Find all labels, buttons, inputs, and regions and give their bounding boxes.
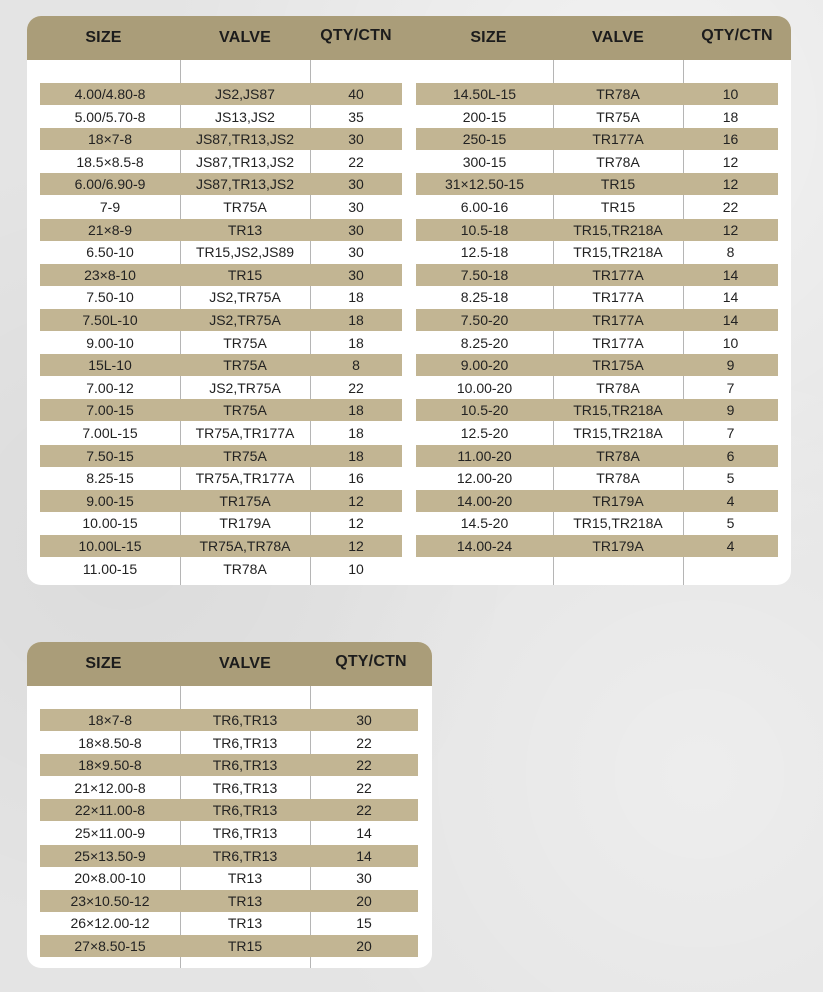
- size-cell: 26×12.00-12: [70, 915, 150, 932]
- qty-cell: 7: [726, 379, 735, 396]
- size-cell: 7.50-15: [86, 447, 134, 464]
- valve-cell: TR6,TR13: [212, 825, 278, 841]
- qty-cell: 5: [726, 515, 735, 532]
- size-cell: 20×8.00-10: [74, 870, 146, 887]
- header-size: SIZE: [85, 29, 122, 46]
- size-cell: 7.50L-10: [82, 312, 138, 328]
- qty-cell: 10: [722, 86, 739, 102]
- size-cell: 10.00L-15: [78, 538, 142, 554]
- qty-cell: 14: [356, 825, 372, 841]
- valve-cell: TR177A: [592, 266, 644, 283]
- size-cell: 8.25-15: [86, 470, 134, 487]
- qty-cell: 18: [348, 312, 364, 328]
- valve-cell: TR6,TR13: [212, 802, 278, 819]
- valve-cell: JS87,TR13,JS2: [195, 131, 295, 148]
- qty-cell: 18: [722, 108, 739, 125]
- size-cell: 23×10.50-12: [70, 892, 150, 909]
- qty-cell: 10: [348, 560, 364, 577]
- qty-cell: 12: [722, 176, 739, 193]
- qty-cell: 8: [726, 244, 735, 261]
- valve-cell: TR75A: [596, 108, 640, 125]
- size-cell: 18×9.50-8: [78, 757, 142, 774]
- header-size-2: SIZE: [470, 29, 507, 46]
- valve-cell: TR75A: [223, 447, 267, 464]
- qty-cell: 18: [348, 447, 364, 464]
- valve-cell: TR78A: [596, 470, 640, 487]
- valve-cell: TR13: [227, 892, 263, 909]
- size-cell: 12.00-20: [456, 470, 513, 487]
- tire-valve-table-1: [27, 16, 791, 585]
- size-cell: 14.5-20: [460, 515, 509, 532]
- qty-cell: 30: [348, 131, 364, 148]
- valve-cell: TR75A: [223, 334, 267, 351]
- valve-cell: TR15,TR218A: [573, 425, 663, 441]
- qty-cell: 30: [356, 870, 372, 887]
- header-qty: QTY/CTN: [335, 653, 407, 670]
- qty-cell: 4: [726, 538, 735, 554]
- size-cell: 18×8.50-8: [78, 734, 142, 751]
- size-cell: 7.50-10: [86, 289, 134, 306]
- qty-cell: 18: [348, 289, 364, 306]
- header-size: SIZE: [85, 655, 122, 672]
- size-cell: 200-15: [462, 108, 507, 125]
- qty-cell: 22: [356, 734, 372, 751]
- qty-cell: 40: [348, 86, 364, 102]
- valve-cell: JS87,TR13,JS2: [195, 176, 295, 193]
- size-cell: 7-9: [99, 199, 121, 215]
- valve-cell: TR177A: [592, 289, 644, 306]
- size-cell: 12.5-18: [460, 244, 509, 261]
- header-qty: QTY/CTN: [320, 27, 392, 44]
- valve-cell: JS2,TR75A: [209, 312, 281, 328]
- valve-cell: TR78A: [223, 560, 267, 577]
- size-cell: 6.00-16: [460, 199, 509, 215]
- qty-cell: 14: [722, 312, 739, 328]
- valve-cell: TR15,TR218A: [573, 221, 663, 238]
- qty-cell: 10: [722, 334, 739, 351]
- valve-cell: TR6,TR13: [212, 779, 278, 796]
- valve-cell: TR177A: [592, 334, 644, 351]
- size-cell: 12.5-20: [460, 425, 509, 441]
- qty-cell: 22: [348, 379, 364, 396]
- valve-cell: TR13: [227, 221, 263, 238]
- size-cell: 14.00-20: [456, 492, 513, 509]
- size-cell: 18.5×8.5-8: [76, 153, 144, 170]
- size-cell: 14.00-24: [456, 538, 513, 554]
- qty-cell: 22: [356, 757, 372, 774]
- valve-cell: TR78A: [596, 379, 640, 396]
- valve-cell: TR13: [227, 870, 263, 887]
- size-cell: 23×8-10: [84, 266, 136, 283]
- qty-cell: 18: [348, 425, 364, 441]
- table-2-header: [27, 642, 432, 686]
- valve-cell: TR6,TR13: [212, 712, 278, 728]
- qty-cell: 14: [722, 289, 739, 306]
- qty-cell: 30: [348, 176, 364, 193]
- qty-cell: 4: [726, 492, 735, 509]
- size-cell: 10.00-15: [82, 515, 138, 532]
- table-1-header: [27, 16, 791, 60]
- qty-cell: 12: [722, 153, 739, 170]
- header-valve: VALVE: [219, 655, 271, 672]
- size-cell: 7.00-12: [86, 379, 134, 396]
- size-cell: 8.25-20: [460, 334, 509, 351]
- size-cell: 11.00-15: [82, 560, 138, 577]
- header-valve: VALVE: [219, 29, 271, 46]
- valve-cell: TR15: [600, 199, 636, 215]
- size-cell: 9.00-15: [86, 492, 134, 509]
- size-cell: 18×7-8: [88, 131, 132, 148]
- qty-cell: 9: [726, 357, 735, 374]
- header-qty-2: QTY/CTN: [701, 27, 773, 44]
- size-cell: 9.00-10: [86, 334, 134, 351]
- size-cell: 15L-10: [88, 357, 132, 374]
- size-cell: 27×8.50-15: [74, 938, 146, 954]
- size-cell: 10.5-18: [460, 221, 509, 238]
- valve-cell: TR75A: [223, 357, 267, 374]
- valve-cell: TR15: [227, 266, 263, 283]
- size-cell: 5.00/5.70-8: [74, 108, 146, 125]
- valve-cell: JS2,TR75A: [209, 379, 281, 396]
- valve-cell: TR179A: [592, 492, 644, 509]
- size-cell: 300-15: [462, 153, 507, 170]
- qty-cell: 22: [348, 153, 364, 170]
- qty-cell: 16: [348, 470, 364, 487]
- valve-cell: TR75A: [223, 402, 267, 419]
- valve-cell: TR179A: [592, 538, 644, 554]
- valve-cell: TR175A: [592, 357, 644, 374]
- qty-cell: 12: [348, 492, 364, 509]
- qty-cell: 12: [348, 538, 364, 554]
- size-cell: 250-15: [462, 131, 507, 148]
- qty-cell: 12: [348, 515, 364, 532]
- size-cell: 21×8-9: [88, 221, 132, 238]
- qty-cell: 22: [356, 779, 372, 796]
- valve-cell: TR13: [227, 915, 263, 932]
- size-cell: 7.50-18: [460, 266, 509, 283]
- size-cell: 31×12.50-15: [444, 176, 525, 193]
- valve-cell: TR78A: [596, 447, 640, 464]
- size-cell: 6.00/6.90-9: [74, 176, 146, 193]
- qty-cell: 14: [356, 847, 372, 864]
- qty-cell: 8: [352, 357, 360, 374]
- tire-valve-table-2: [27, 642, 432, 968]
- qty-cell: 20: [356, 938, 372, 954]
- valve-cell: TR78A: [596, 86, 640, 102]
- size-cell: 7.50-20: [460, 312, 509, 328]
- qty-cell: 35: [348, 108, 364, 125]
- qty-cell: 22: [722, 199, 739, 215]
- qty-cell: 12: [722, 221, 739, 238]
- valve-cell: TR78A: [596, 153, 640, 170]
- valve-cell: TR75A,TR78A: [199, 538, 291, 554]
- valve-cell: JS87,TR13,JS2: [195, 153, 295, 170]
- valve-cell: TR75A: [223, 199, 267, 215]
- size-cell: 7.00-15: [86, 402, 134, 419]
- size-cell: 14.50L-15: [452, 86, 517, 102]
- valve-cell: TR75A,TR177A: [195, 470, 295, 487]
- valve-cell: TR6,TR13: [212, 847, 278, 864]
- valve-cell: TR15: [600, 176, 636, 193]
- size-cell: 9.00-20: [460, 357, 509, 374]
- qty-cell: 30: [348, 266, 364, 283]
- qty-cell: 30: [356, 712, 372, 728]
- qty-cell: 9: [726, 402, 735, 419]
- qty-cell: 30: [348, 244, 364, 261]
- valve-cell: TR179A: [219, 515, 271, 532]
- size-cell: 4.00/4.80-8: [74, 86, 146, 102]
- qty-cell: 5: [726, 470, 735, 487]
- qty-cell: 14: [722, 266, 739, 283]
- valve-cell: TR6,TR13: [212, 757, 278, 774]
- valve-cell: TR75A,TR177A: [195, 425, 295, 441]
- valve-cell: TR177A: [592, 312, 644, 328]
- size-cell: 18×7-8: [88, 712, 132, 728]
- valve-cell: JS2,JS87: [215, 86, 275, 102]
- qty-cell: 6: [726, 447, 735, 464]
- size-cell: 21×12.00-8: [74, 779, 146, 796]
- size-cell: 10.5-20: [460, 402, 509, 419]
- qty-cell: 16: [722, 131, 739, 148]
- valve-cell: TR175A: [219, 492, 271, 509]
- qty-cell: 22: [356, 802, 372, 819]
- valve-cell: TR6,TR13: [212, 734, 278, 751]
- valve-cell: TR15,JS2,JS89: [195, 244, 295, 261]
- size-cell: 11.00-20: [457, 447, 512, 464]
- size-cell: 25×13.50-9: [74, 847, 146, 864]
- valve-cell: TR15: [227, 938, 263, 954]
- size-cell: 8.25-18: [460, 289, 509, 306]
- size-cell: 10.00-20: [456, 379, 513, 396]
- valve-cell: TR15,TR218A: [573, 515, 663, 532]
- qty-cell: 30: [348, 199, 364, 215]
- qty-cell: 20: [356, 892, 372, 909]
- qty-cell: 15: [356, 915, 372, 932]
- valve-cell: TR15,TR218A: [573, 244, 663, 261]
- size-cell: 7.00L-15: [82, 425, 138, 441]
- valve-cell: TR177A: [592, 131, 644, 148]
- qty-cell: 18: [348, 334, 364, 351]
- qty-cell: 18: [348, 402, 364, 419]
- header-valve-2: VALVE: [592, 29, 644, 46]
- valve-cell: TR15,TR218A: [573, 402, 663, 419]
- qty-cell: 7: [726, 425, 735, 441]
- size-cell: 22×11.00-8: [74, 802, 146, 819]
- size-cell: 25×11.00-9: [74, 825, 146, 841]
- valve-cell: JS2,TR75A: [209, 289, 281, 306]
- size-cell: 6.50-10: [86, 244, 134, 261]
- valve-cell: JS13,JS2: [215, 108, 275, 125]
- qty-cell: 30: [348, 221, 364, 238]
